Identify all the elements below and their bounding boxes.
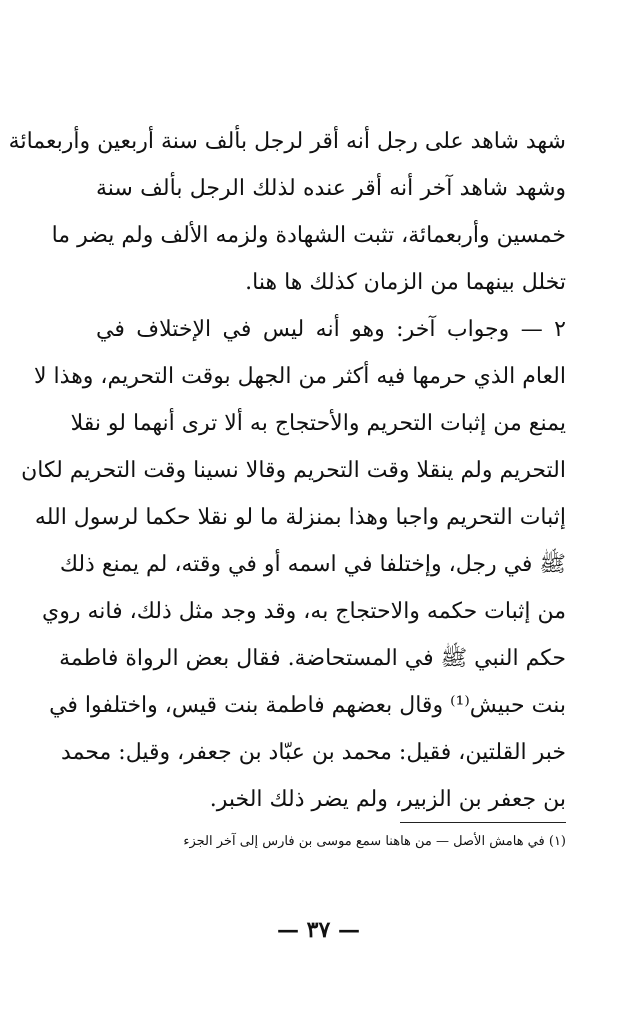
text-line: بن جعفر بن الزبير، ولم يضر ذلك الخبر. (209, 787, 566, 812)
text-line: إثبات التحريم واجبا وهذا بمنزلة ما لو نقلا حكما لرسول الله (34, 505, 566, 530)
text-line: خبر القلتين، فقيل: محمد بن عبّاد بن جعفر، وقيل: محمد (61, 740, 566, 765)
text-line: ﷺ في رجل، وإختلفا في اسمه أو في وقته، لم يمنع ذلك (59, 552, 566, 577)
text-line: وشهد شاهد آخر أنه أقر عنده لذلك الرجل بألف سنة (96, 176, 566, 201)
text-line: التحريم ولم ينقلا وقت التحريم وقالا نسينا وقت التحريم لكان (21, 458, 566, 483)
page-number: — ٣٧ — (277, 917, 360, 943)
text-line: شهد شاهد على رجل أنه أقر لرجل بألف سنة أربعين وأربعمائة (8, 129, 566, 154)
text-line: حكم النبي ﷺ في المستحاضة. فقال بعض الرواة فاطمة (59, 646, 566, 671)
footnote-divider (400, 822, 566, 823)
text-line: خمسين وأربعمائة، تثبت الشهادة ولزمه الألف ولم يضر ما (51, 223, 566, 248)
text-line: من إثبات حكمه والاحتجاج به، وقد وجد مثل ذلك، فانه روي (42, 599, 566, 624)
text-line: العام الذي حرمها فيه أكثر من الجهل بوقت التحريم، وهذا لا (34, 364, 566, 389)
text-line: تخلل بينهما من الزمان كذلك ها هنا. (245, 270, 566, 295)
main-text-block (8, 118, 566, 823)
text-line: ٢ — وجواب آخر: وهو أنه ليس في الإختلاف في (96, 317, 566, 342)
footnote: (١) في هامش الأصل — من هاهنا سمع موسى بن فارس إلى آخر الجزء (183, 834, 566, 849)
text-line: يمنع من إثبات التحريم والأحتجاج به ألا ترى أنهما لو نقلا (70, 411, 566, 436)
text-line: بنت حبيش⁽¹⁾ وقال بعضهم فاطمة بنت قيس، واختلفوا في (49, 693, 566, 718)
